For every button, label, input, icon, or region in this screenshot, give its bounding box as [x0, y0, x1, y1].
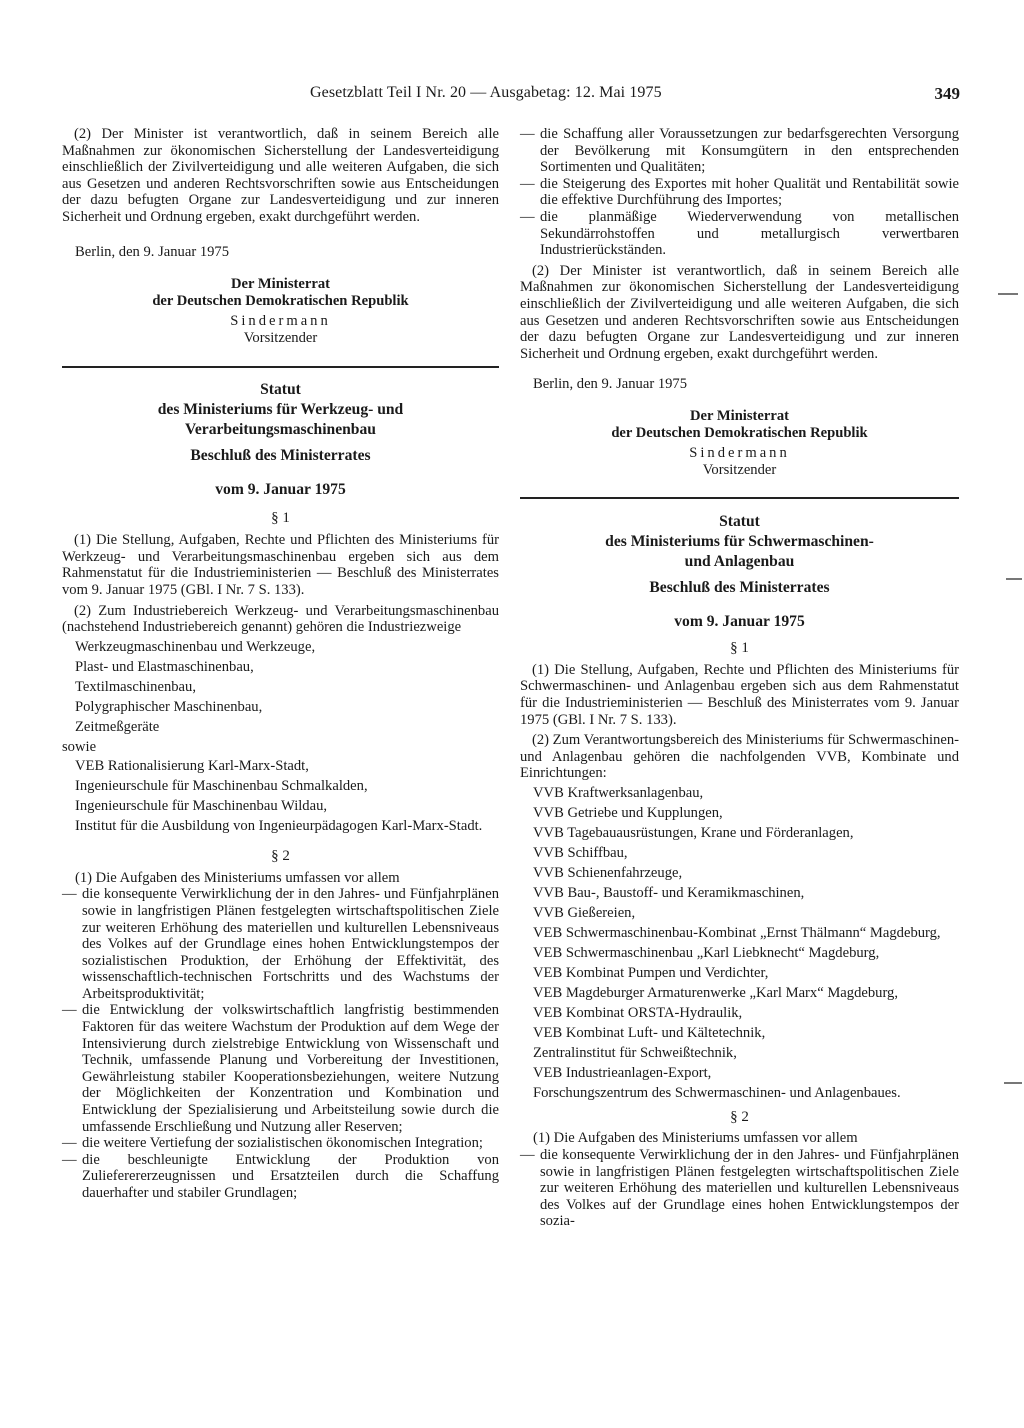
list-item: Werkzeugmaschinenbau und Werkzeuge,	[75, 638, 316, 655]
right-einrichtungen-list	[520, 785, 959, 1101]
right-date: Berlin, den 9. Januar 1975	[533, 376, 688, 393]
list-item: VVB Schiffbau,	[533, 844, 628, 861]
left-section-2: § 2	[271, 848, 290, 865]
header-title: Gesetzblatt Teil I Nr. 20 — Ausgabetag: 12. Mai 1975	[310, 84, 662, 101]
right-s1-para2: (2) Zum Verantwortungsbereich des Ministeriums für Schwermaschinen- und Anlagenbau gehören die nachfolgenden VVB, Kombinate und Einrichtungen:	[520, 732, 959, 782]
right-section-1: § 1	[730, 640, 749, 657]
right-top-item-1: — die Schaffung aller Voraussetzungen zur bedarfsgerechten Versorgung der Bevölkerung mit Konsumgütern in den entsprechenden Sortimenten und Qualitäten;	[520, 126, 959, 176]
left-s1-para1: (1) Die Stellung, Aufgaben, Rechte und Pflichten des Ministeriums für Werkzeug- und Verarbeitungsmaschinenbau ergeben sich aus dem Rahmenstatut für die Industrieministerien — Beschluß des Ministerrates vom 9. Januar 1975 (GBl. I Nr. 7 S. 133).	[62, 532, 499, 598]
right-s2-intro: (1) Die Aufgaben des Ministeriums umfassen vor allem	[533, 1130, 858, 1147]
list-item: VEB Schwermaschinenbau „Karl Liebknecht“ Magdeburg,	[533, 944, 880, 961]
list-item: VEB Schwermaschinenbau-Kombinat „Ernst Thälmann“ Magdeburg,	[533, 924, 941, 941]
list-item: VEB Kombinat Pumpen und Verdichter,	[533, 964, 769, 981]
right-s2-item-1: — die konsequente Verwirklichung der in den Jahres- und Fünfjahrplänen sowie in langfristigen Plänen festgelegten wirtschaftspolitischen Ziele zur weiteren Erhöhung des materiellen und kulturellen Lebensniveaus des Volkes auf der Grundlage eines hohen Entwicklungstempos der sozia-	[520, 1146, 959, 1230]
right-statut-heading	[520, 512, 959, 632]
list-item: VVB Schienenfahrzeuge,	[533, 864, 683, 881]
left-sowie: sowie	[62, 738, 97, 755]
left-vom: vom 9. Januar 1975	[215, 480, 346, 498]
left-s2-item-3: — die weitere Vertiefung der sozialistischen ökonomischen Integration;	[62, 1135, 483, 1152]
left-signature	[62, 276, 499, 346]
list-item: Zeitmeßgeräte	[75, 718, 160, 735]
left-date: Berlin, den 9. Januar 1975	[75, 243, 230, 260]
list-item: Zentralinstitut für Schweißtechnik,	[533, 1044, 737, 1061]
left-sig-org1: Der Ministerrat	[230, 276, 330, 293]
list-item: VEB Kombinat Luft- und Kältetechnik,	[533, 1024, 766, 1041]
page-header	[60, 84, 960, 106]
margin-mark	[1004, 1082, 1022, 1084]
right-vom: vom 9. Januar 1975	[674, 613, 805, 631]
left-section-1: § 1	[271, 509, 290, 526]
list-item: VVB Getriebe und Kupplungen,	[533, 805, 723, 822]
right-statut-sub2: und Anlagenbau	[684, 553, 795, 571]
list-item: VVB Gießereien,	[533, 904, 636, 921]
list-item: Textilmaschinenbau,	[75, 678, 196, 695]
left-statut-sub2: Verarbeitungsmaschinenbau	[185, 420, 376, 438]
left-s2-item-2: — die Entwicklung der volkswirtschaftlich langfristig bestimmenden Faktoren für das weitere Wachstum der Produktion auf dem Wege der Intensivierung durch zielstrebige Entwicklung von Wissenschaft und Technik, umfassende Planung und Vorbereitung der Investitionen, Gewährleistung stabiler Kooperationsbeziehungen, weitere Nutzung der Möglichkeiten der Konzentration und Kombination und Entwicklung der Spezialisierung und Arbeitsteilung sowie durch die umfassende Erschließung und Nutzung aller Reserven;	[62, 1002, 499, 1135]
left-beschluss: Beschluß des Ministerrates	[190, 446, 371, 464]
page-number: 349	[934, 84, 960, 103]
left-industriezweige-list	[62, 639, 499, 736]
list-item: Institut für die Ausbildung von Ingenieurpädagogen Karl-Marx-Stadt.	[75, 818, 483, 835]
list-item: VEB Industrieanlagen-Export,	[533, 1064, 712, 1081]
right-beschluss: Beschluß des Ministerrates	[649, 579, 830, 597]
list-item: Forschungszentrum des Schwermaschinen- und Anlagenbaues.	[533, 1084, 901, 1101]
left-sig-role: Vorsitzender	[243, 329, 318, 346]
list-item: VVB Bau-, Baustoff- und Keramikmaschinen,	[533, 884, 805, 901]
list-item: Ingenieurschule für Maschinenbau Wildau,	[75, 798, 328, 815]
right-section-2: § 2	[730, 1108, 749, 1125]
right-top-item-3: — die planmäßige Wiederverwendung von metallischen Sekundärrohstoffen und metallurgisch verwertbaren Industrierückständen.	[520, 208, 959, 259]
left-s1-para2: (2) Zum Industriebereich Werkzeug- und Verarbeitungsmaschinenbau (nachstehend Industriebereich genannt) gehören die Industriezweige	[62, 602, 499, 636]
left-intro-paragraph: (2) Der Minister ist verantwortlich, daß in seinem Bereich alle Maßnahmen zur ökonomischen Sicherstellung der Landesverteidigung einschließlich der Zivilverteidigung und alle weiteren Aufgaben, die sich aus Gesetzen und anderen Rechtsvorschriften sowie aus Entscheidungen der dazu befugten Organe zur Landesverteidigung und zur inneren Sicherheit und Ordnung ergeben, exakt durchgeführt werden.	[62, 126, 499, 225]
list-item: Plast- und Elastmaschinenbau,	[75, 658, 254, 675]
left-statut-heading	[62, 380, 499, 500]
right-column	[520, 126, 959, 1230]
right-s1-para1: (1) Die Stellung, Aufgaben, Rechte und Pflichten des Ministeriums für Schwermaschinen- und Anlagenbau ergeben sich aus dem Rahmenstatut für die Industrieministerien — Beschluß des Ministerrates vom 9. Januar 1975 (GBl. I Nr. 7 S. 133).	[520, 661, 959, 728]
list-item: Ingenieurschule für Maschinenbau Schmalkalden,	[75, 778, 368, 795]
right-signature	[520, 408, 959, 478]
right-para-2: (2) Der Minister ist verantwortlich, daß in seinem Bereich alle Maßnahmen zur ökonomischen Sicherstellung der Landesverteidigung einschließlich der Zivilverteidigung und alle weiteren Aufgaben, die sich aus Gesetzen und anderen Rechtsvorschriften sowie aus Entscheidungen der dazu befugten Organe zur Landesverteidigung und zur inneren Sicherheit und Ordnung ergeben, exakt durchgeführt werden.	[520, 262, 959, 362]
right-sig-org2: der Deutschen Demokratischen Republik	[611, 424, 868, 441]
list-item: VVB Tagebauausrüstungen, Krane und Förderanlagen,	[533, 825, 854, 841]
left-s2-item-1: — die konsequente Verwirklichung der in den Jahres- und Fünfjahrplänen sowie in langfristigen Plänen festgelegten wirtschaftspolitischen Ziele zur weiteren Erhöhung des materiellen und kulturellen Lebensniveaus des Volkes auf der Grundlage eines hohen Entwicklungstempos der sozialistischen Produktion, der Erhöhung der Effektivität, des wissenschaftlich-technischen Fortschritts und des Wachstums der Arbeitsproduktivität;	[62, 886, 499, 1002]
right-sig-org1: Der Ministerrat	[689, 407, 789, 424]
margin-mark	[998, 293, 1018, 295]
list-item: VEB Kombinat ORSTA-Hydraulik,	[533, 1004, 743, 1021]
left-einrichtungen-list	[62, 758, 499, 835]
left-s2-intro: (1) Die Aufgaben des Ministeriums umfassen vor allem	[75, 869, 400, 886]
right-top-item-2: — die Steigerung des Exportes mit hoher Qualität und Rentabilität sowie die effektive Durchführung des Importes;	[520, 175, 959, 209]
left-statut-sub1: des Ministeriums für Werkzeug- und	[157, 400, 404, 418]
right-sig-role: Vorsitzender	[702, 461, 777, 478]
list-item: VVB Kraftwerksanlagenbau,	[533, 785, 704, 802]
list-item: VEB Magdeburger Armaturenwerke „Karl Marx“ Magdeburg,	[533, 984, 898, 1001]
left-statut-title: Statut	[260, 380, 301, 398]
left-column	[62, 126, 499, 1202]
right-sig-name: Sindermann	[689, 445, 790, 462]
list-item: VEB Rationalisierung Karl-Marx-Stadt,	[75, 758, 309, 775]
left-sig-org2: der Deutschen Demokratischen Republik	[152, 292, 409, 309]
left-s2-item-4: — die beschleunigte Entwicklung der Produktion von Zulieferererzeugnissen und Ersatzteilen durch die Schaffung dauerhafter und stabiler Grundlagen;	[62, 1151, 499, 1202]
margin-mark	[1006, 578, 1022, 580]
list-item: Polygraphischer Maschinenbau,	[75, 698, 263, 715]
right-statut-sub1: des Ministeriums für Schwermaschinen-	[605, 533, 874, 551]
left-sig-name: Sindermann	[230, 313, 331, 330]
right-statut-title: Statut	[719, 513, 760, 531]
